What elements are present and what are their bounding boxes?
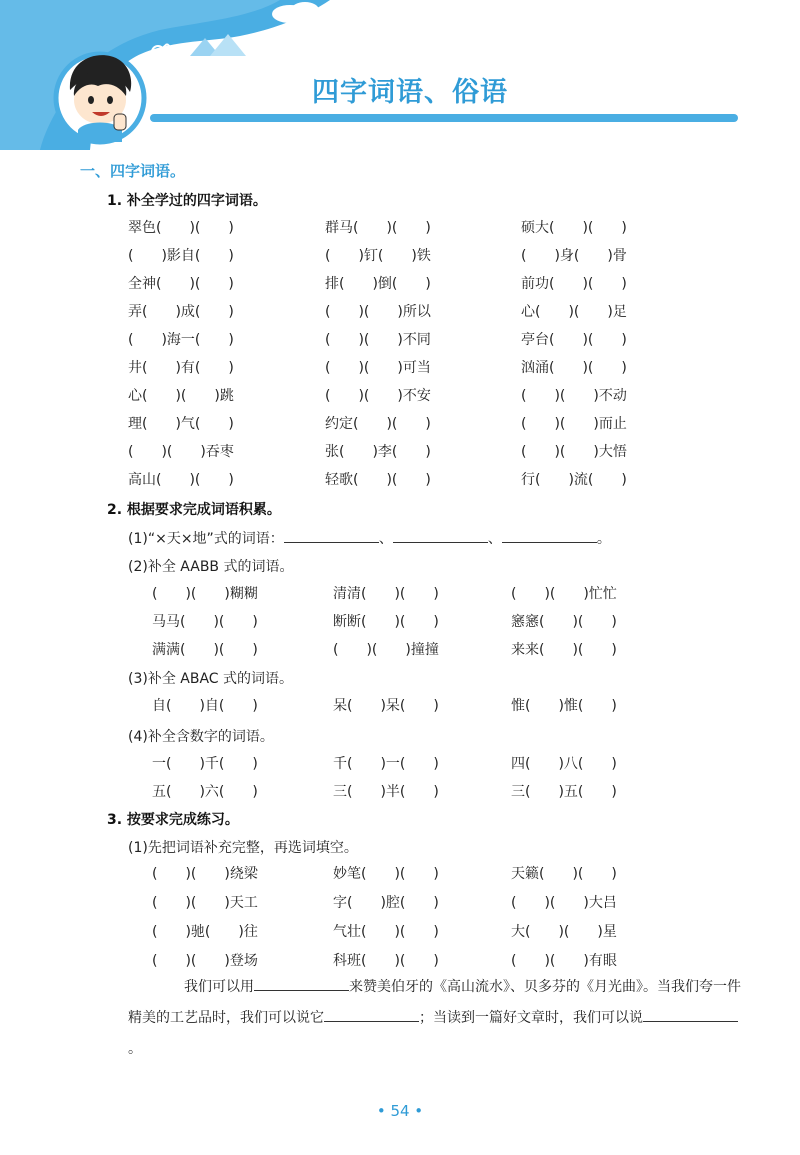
word-cell[interactable]: 三( )半( )	[333, 784, 439, 800]
word-row	[0, 695, 800, 717]
word-row	[0, 950, 800, 972]
word-cell[interactable]: ( )( )忙忙	[511, 586, 617, 602]
word-cell[interactable]: 妙笔( )( )	[333, 866, 439, 882]
word-cell[interactable]: 天籁( )( )	[511, 866, 617, 882]
paragraph-text: 我们可以用	[184, 979, 254, 995]
word-row	[0, 217, 800, 239]
word-cell[interactable]: ( )影自( )	[128, 248, 234, 264]
word-cell[interactable]: 字( )腔( )	[333, 895, 439, 911]
word-cell[interactable]: 断断( )( )	[333, 614, 439, 630]
word-row	[0, 753, 800, 775]
answer-blank[interactable]	[393, 528, 488, 543]
word-cell[interactable]: ( )( )天工	[152, 895, 258, 911]
section-heading: 一、四字词语。	[80, 162, 186, 180]
word-row	[0, 413, 800, 435]
word-cell[interactable]: 三( )五( )	[511, 784, 617, 800]
word-cell[interactable]: ( )( )撞撞	[333, 642, 439, 658]
word-cell[interactable]: ( )( )吞枣	[128, 444, 234, 460]
end-mark: 。	[596, 531, 611, 547]
answer-blank[interactable]	[324, 1007, 419, 1022]
word-cell[interactable]: 约定( )( )	[325, 416, 431, 432]
word-cell[interactable]: 高山( )( )	[128, 472, 234, 488]
word-cell[interactable]: 来来( )( )	[511, 642, 617, 658]
word-cell[interactable]: 行( )流( )	[521, 472, 627, 488]
word-row	[0, 781, 800, 803]
word-row	[0, 892, 800, 914]
word-row	[0, 329, 800, 351]
word-cell[interactable]: ( )钉( )铁	[325, 248, 431, 264]
word-row	[0, 921, 800, 943]
question-2-part-3: (3)补全 ABAC 式的词语。	[128, 671, 294, 687]
word-cell[interactable]: 亭台( )( )	[521, 332, 627, 348]
word-cell[interactable]: ( )( )不动	[521, 388, 627, 404]
word-cell[interactable]: 清清( )( )	[333, 586, 439, 602]
separator: 、	[378, 531, 393, 547]
answer-blank[interactable]	[643, 1007, 738, 1022]
question-2-part-4: (4)补全含数字的词语。	[128, 729, 274, 745]
word-row	[0, 863, 800, 885]
word-cell[interactable]: 汹涌( )( )	[521, 360, 627, 376]
word-cell[interactable]: 四( )八( )	[511, 756, 617, 772]
word-cell[interactable]: ( )( )不安	[325, 388, 431, 404]
word-cell[interactable]: ( )( )所以	[325, 304, 431, 320]
page-title: 四字词语、俗语	[312, 77, 508, 108]
separator: 、	[487, 531, 502, 547]
word-row	[0, 611, 800, 633]
word-cell[interactable]: 井( )有( )	[128, 360, 234, 376]
word-cell[interactable]: 窸窸( )( )	[511, 614, 617, 630]
word-cell[interactable]: 硕大( )( )	[521, 220, 627, 236]
word-cell[interactable]: 惟( )惟( )	[511, 698, 617, 714]
word-cell[interactable]: 全神( )( )	[128, 276, 234, 292]
paragraph-text: 。	[128, 1041, 142, 1057]
word-cell[interactable]: 轻歌( )( )	[325, 472, 431, 488]
word-cell[interactable]: 群马( )( )	[325, 220, 431, 236]
word-cell[interactable]: 五( )六( )	[152, 784, 258, 800]
question-2-part-1	[128, 528, 611, 548]
word-cell[interactable]: 大( )( )星	[511, 924, 617, 940]
word-cell[interactable]: 一( )千( )	[152, 756, 258, 772]
word-cell[interactable]: 满满( )( )	[152, 642, 258, 658]
word-cell[interactable]: 马马( )( )	[152, 614, 258, 630]
fill-in-paragraph	[128, 972, 748, 1065]
word-cell[interactable]: 弄( )成( )	[128, 304, 234, 320]
word-row	[0, 245, 800, 267]
word-cell[interactable]: 心( )( )足	[521, 304, 627, 320]
question-2-part-2: (2)补全 AABB 式的词语。	[128, 559, 294, 575]
word-cell[interactable]: ( )( )有眼	[511, 953, 617, 969]
word-row	[0, 273, 800, 295]
word-row	[0, 639, 800, 661]
word-cell[interactable]: ( )( )登场	[152, 953, 258, 969]
word-cell[interactable]: ( )身( )骨	[521, 248, 627, 264]
word-cell[interactable]: ( )( )而止	[521, 416, 627, 432]
word-row	[0, 469, 800, 491]
word-cell[interactable]: 排( )倒( )	[325, 276, 431, 292]
word-cell[interactable]: 呆( )呆( )	[333, 698, 439, 714]
word-cell[interactable]: 张( )李( )	[325, 444, 431, 460]
word-row	[0, 301, 800, 323]
answer-blank[interactable]	[284, 528, 379, 543]
word-cell[interactable]: 自( )自( )	[152, 698, 258, 714]
word-row	[0, 385, 800, 407]
question-1-label: 1. 补全学过的四字词语。	[107, 193, 267, 209]
word-row	[0, 441, 800, 463]
word-cell[interactable]: ( )( )大吕	[511, 895, 617, 911]
question-3-part-1: (1)先把词语补充完整，再选词填空。	[128, 840, 358, 856]
answer-blank[interactable]	[502, 528, 597, 543]
paragraph-text: 来赞美伯牙的《高山流水》、贝多芬的《月光曲》。当我们夸一件精美的工艺品时，我们可以说它	[128, 979, 741, 1026]
word-cell[interactable]: 千( )一( )	[333, 756, 439, 772]
question-3-label: 3. 按要求完成练习。	[107, 812, 239, 828]
word-row	[0, 357, 800, 379]
word-cell[interactable]: 心( )( )跳	[128, 388, 234, 404]
page-number: • 54 •	[376, 1102, 424, 1120]
word-cell[interactable]: 科班( )( )	[333, 953, 439, 969]
word-cell[interactable]: 翠色( )( )	[128, 220, 234, 236]
word-cell[interactable]: 前功( )( )	[521, 276, 627, 292]
word-row	[0, 583, 800, 605]
answer-blank[interactable]	[254, 976, 349, 991]
page-header	[0, 0, 800, 150]
word-cell[interactable]: ( )海一( )	[128, 332, 234, 348]
word-cell[interactable]: 理( )气( )	[128, 416, 234, 432]
word-cell[interactable]: ( )驰( )往	[152, 924, 258, 940]
word-cell[interactable]: ( )( )可当	[325, 360, 431, 376]
paragraph-text: ；当读到一篇好文章时，我们可以说	[419, 1010, 643, 1026]
word-cell[interactable]: ( )( )糊糊	[152, 586, 258, 602]
question-2-label: 2. 根据要求完成词语积累。	[107, 502, 281, 518]
word-cell[interactable]: 气壮( )( )	[333, 924, 439, 940]
part-1-prompt: (1)“×天×地”式的词语：	[128, 531, 284, 547]
word-cell[interactable]: ( )( )绕梁	[152, 866, 258, 882]
word-cell[interactable]: ( )( )不同	[325, 332, 431, 348]
word-cell[interactable]: ( )( )大悟	[521, 444, 627, 460]
